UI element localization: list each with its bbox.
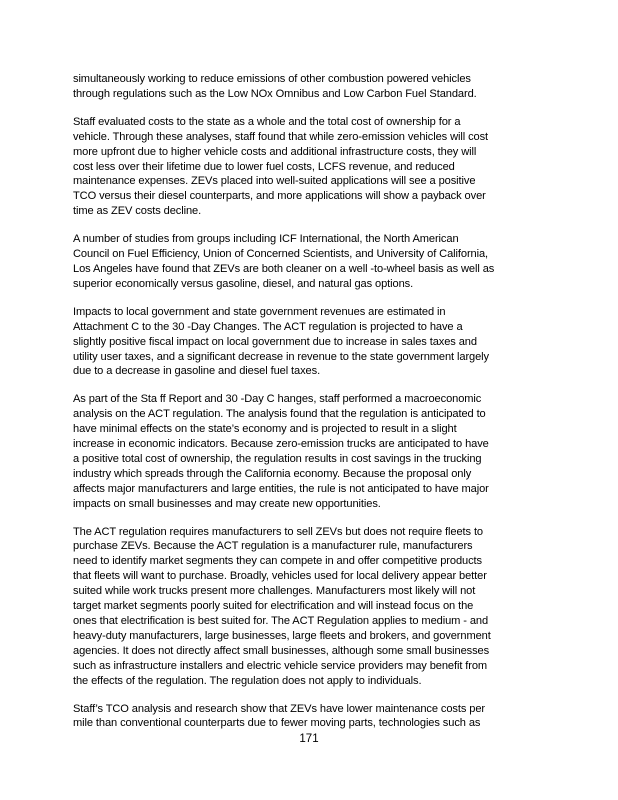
text-line: have minimal effects on the state’s economy and is projected to result in a slight (73, 423, 457, 436)
text-line: Impacts to local government and state government revenues are estimated in (73, 305, 446, 318)
paragraph-macroeconomic (73, 392, 542, 511)
text-line: The ACT regulation requires manufacturers to sell ZEVs but does not require fleets to (73, 525, 483, 538)
text-line: Staff evaluated costs to the state as a whole and the total cost of ownership for a (73, 115, 461, 128)
paragraph-manufacturers (73, 525, 542, 689)
paragraph-tco-research (73, 702, 542, 732)
text-line: suited while work trucks present more challenges. Manufacturers most likely will not (73, 585, 476, 598)
text-line: As part of the Sta ff Report and 30 -Day C hanges, staff performed a macroeconomic (73, 393, 482, 406)
paragraph-state-costs (73, 115, 542, 219)
text-line: time as ZEV costs decline. (73, 205, 202, 218)
text-line: a positive total cost of ownership, the regulation results in cost savings in the trucking (73, 452, 482, 465)
text-line: due to a decrease in gasoline and diesel fuel taxes. (73, 365, 321, 378)
text-line: industry which spreads through the California economy. Because the proposal only (73, 467, 472, 480)
paragraph-studies (73, 232, 542, 292)
text-line: simultaneously working to reduce emissions of other combustion powered vehicles (73, 73, 471, 85)
text-line: superior economically versus gasoline, diesel, and natural gas options. (73, 277, 414, 290)
text-line: vehicle. Through these analyses, staff found that while zero-emission vehicles will cost (73, 130, 489, 143)
text-line: that fleets will want to purchase. Broadly, vehicles used for local delivery appear better (73, 570, 487, 583)
text-line: need to identify market segments they can compete in and offer competitive products (73, 555, 482, 568)
text-line: more upfront due to higher vehicle costs and additional infrastructure costs, they will (73, 145, 477, 158)
text-line: increase in economic indicators. Because zero-emission trucks are anticipated to have (73, 438, 489, 451)
text-line: such as infrastructure installers and electric vehicle service providers may benefit from (73, 659, 488, 672)
text-line: affects major manufacturers and large entities, the rule is not anticipated to have major (73, 482, 489, 495)
text-line: Council on Fuel Efficiency, Union of Concerned Scientists, and University of California, (73, 248, 489, 261)
page-number: 171 (299, 733, 319, 745)
text-line: Attachment C to the 30 -Day Changes. The ACT regulation is projected to have a (73, 320, 463, 333)
text-line: TCO versus their diesel counterparts, and more applications will show a payback over (73, 190, 486, 203)
text-line: through regulations such as the Low NOx Omnibus and Low Carbon Fuel Standard. (73, 87, 477, 100)
text-line: impacts on small businesses and may create new opportunities. (73, 497, 381, 510)
text-line: ones that electrification is best suited for. The ACT Regulation applies to medium - and (73, 615, 489, 627)
text-line: Los Angeles have found that ZEVs are both cleaner on a well -to-wheel basis as well as (73, 262, 495, 275)
text-line: analysis on the ACT regulation. The analysis found that the regulation is anticipated to (73, 408, 486, 421)
text-line: heavy-duty manufacturers, large businesses, large fleets and brokers, and government (73, 629, 491, 642)
text-line: Staff’s TCO analysis and research show that ZEVs have lower maintenance costs per (73, 702, 486, 715)
text-line: purchase ZEVs. Because the ACT regulation is a manufacturer rule, manufacturers (73, 540, 473, 553)
text-line: slightly positive fiscal impact on local government due to increase in sales taxes and (73, 335, 477, 348)
text-line: the effects of the regulation. The regulation does not apply to individuals. (73, 674, 422, 687)
text-line: utility user taxes, and a significant decrease in revenue to the state government largely (73, 350, 489, 363)
text-line: maintenance expenses. ZEVs placed into well-suited applications will see a positive (73, 175, 476, 188)
text-line: cost less over their lifetime due to lower fuel costs, LCFS revenue, and reduced (73, 160, 455, 173)
text-line: A number of studies from groups including ICF International, the North American (73, 233, 459, 246)
text-line: target market segments poorly suited for electrification and will instead focus on the (73, 600, 474, 613)
text-line: agencies. It does not directly affect small businesses, although some small businesses (73, 644, 490, 657)
text-line: mile than conventional counterparts due to fewer moving parts, technologies such as (73, 717, 481, 730)
paragraph-government (73, 305, 542, 380)
paragraph-intro-tail (73, 72, 542, 102)
body-text (73, 72, 542, 731)
